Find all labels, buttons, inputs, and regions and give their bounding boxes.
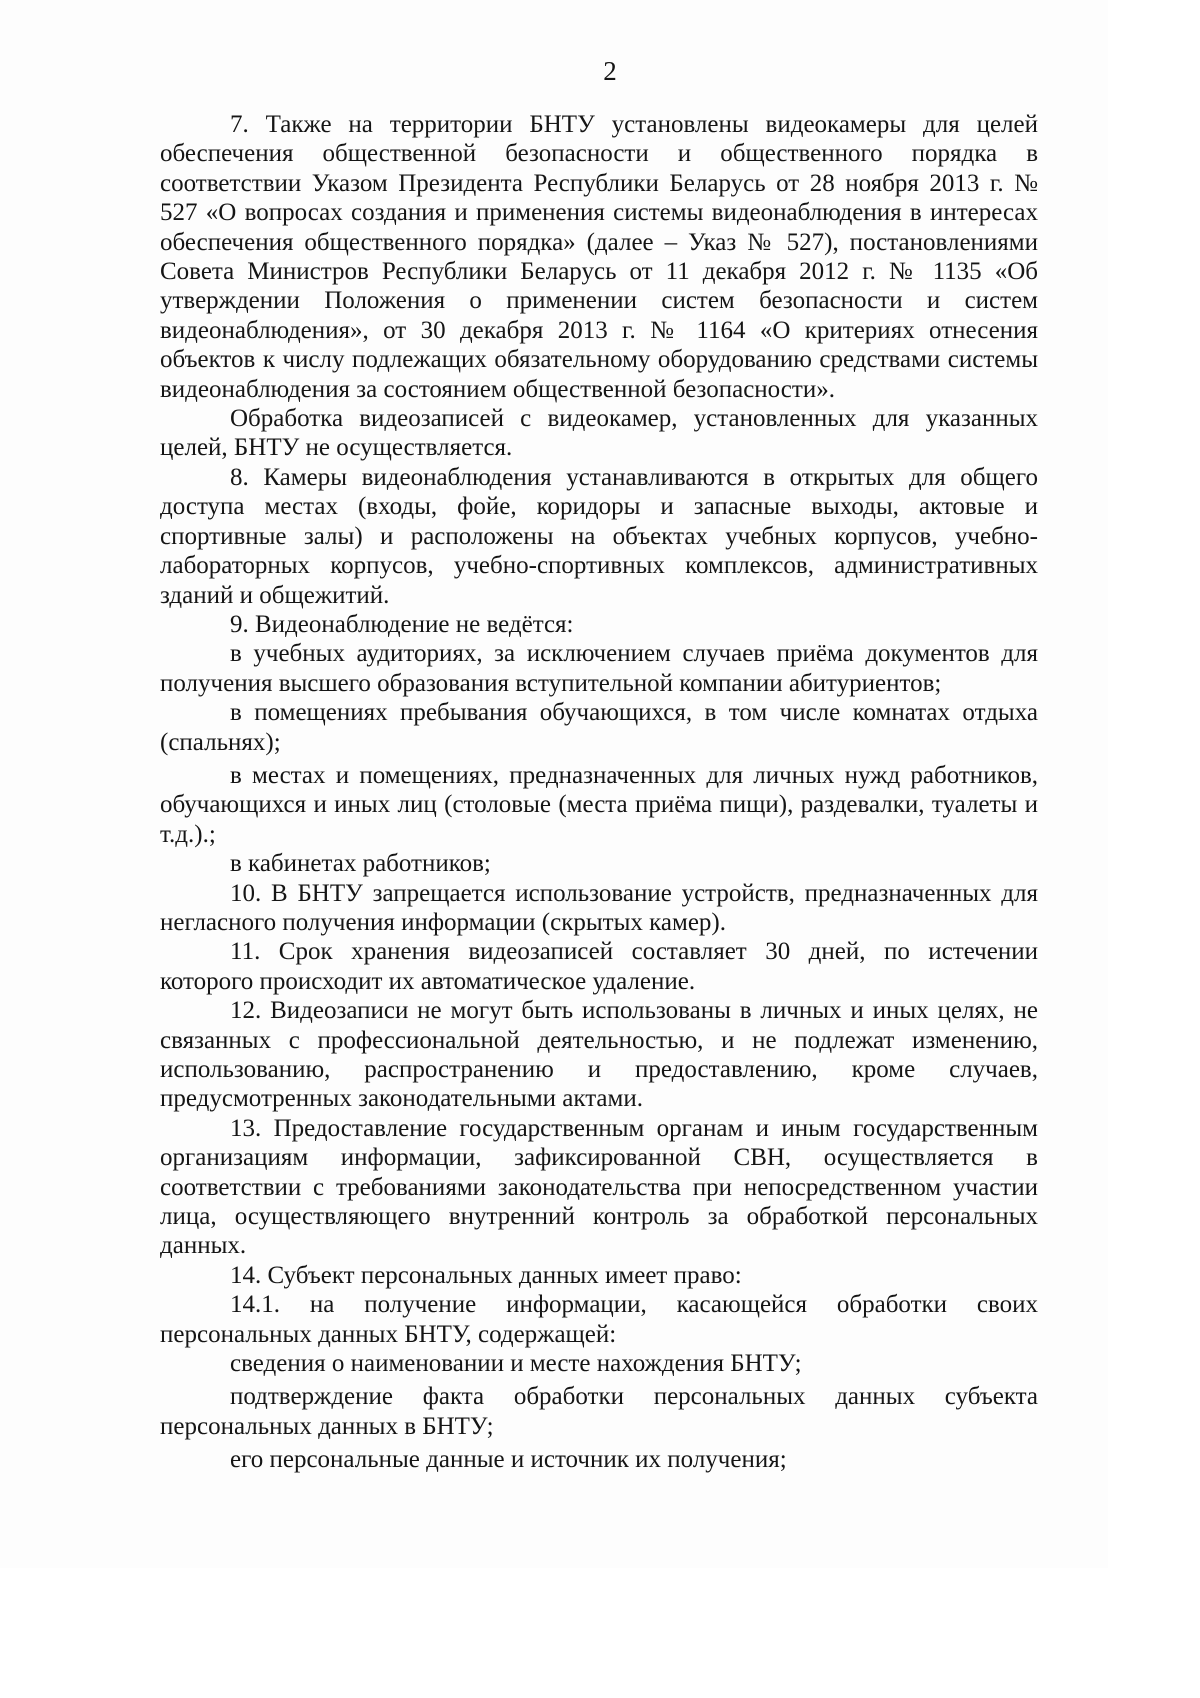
paragraph-7-processing: Обработка видеозаписей с видеокамер, установленных для указанных целей, БНТУ не осуществляется. [160, 405, 1038, 462]
paragraph-9-auditoriums: в учебных аудиториях, за исключением случаев приёма документов для получения высшего образования вступительной компании абитуриентов; [160, 640, 1038, 697]
paragraph-13: 13. Предоставление государственным органам и иным государственным организациям информации, зафиксированной СВН, осуществляется в соответствии с требованиями законодательства при непосредственном участии лица, осуществляющего внутренний контроль за обработкой персональных данных. [160, 1114, 1038, 1260]
paragraph-14-1-processing-confirmation: подтверждение факта обработки персональных данных субъекта персональных данных в БНТУ; [160, 1383, 1038, 1440]
paragraph-12: 12. Видеозаписи не могут быть использованы в личных и иных целях, не связанных с профессиональной деятельностью, и не подлежат изменению, использованию, распространению и предоставлению, кроме случаев, предусмотренных законодательными актами. [160, 997, 1038, 1113]
paragraph-8: 8. Камеры видеонаблюдения устанавливаются в открытых для общего доступа местах (входы, фойе, коридоры и запасные выходы, актовые и спортивные залы) и расположены на объектах учебных корпусов, учебно-лабораторных корпусов, учебно-спортивных комплексов, административных зданий и общежитий. [160, 463, 1038, 609]
document-body [160, 110, 1038, 1475]
paragraph-9: 9. Видеонаблюдение не ведётся: [230, 610, 574, 638]
paragraph-14-1-name-location: сведения о наименовании и месте нахождения БНТУ; [230, 1350, 802, 1378]
paragraph-9-personal-needs-rooms: в местах и помещениях, предназначенных для личных нужд работников, обучающихся и иных лиц (столовые (места приёма пищи), раздевалки, туалеты и т.д.).; [160, 761, 1038, 848]
paragraph-10: 10. В БНТУ запрещается использование устройств, предназначенных для негласного получения информации (скрытых камер). [160, 879, 1038, 936]
paragraph-7: 7. Также на территории БНТУ установлены видеокамеры для целей обеспечения общественной безопасности и общественного порядка в соответствии Указом Президента Республики Беларусь от 28 ноября 2013 г. № 527 «О вопросах создания и применения системы видеонаблюдения в интересах обеспечения общественного порядка» (далее – Указ № 527), постановлениями Совета Министров Республики Беларусь от 11 декабря 2012 г. № 1135 «Об утверждении Положения о применении систем безопасности и систем видеонаблюдения», от 30 декабря 2013 г. № 1164 «О критериях отнесения объектов к числу подлежащих обязательному оборудованию средствами системы видеонаблюдения за состоянием общественной безопасности». [160, 111, 1038, 403]
paragraph-11: 11. Срок хранения видеозаписей составляет 30 дней, по истечении которого происходит их автоматическое удаление. [160, 938, 1038, 995]
paragraph-14-1: 14.1. на получение информации, касающейся обработки своих персональных данных БНТУ, содержащей: [160, 1291, 1038, 1348]
paragraph-14: 14. Субъект персональных данных имеет право: [230, 1261, 742, 1289]
paragraph-9-residence-rooms: в помещениях пребывания обучающихся, в том числе комнатах отдыха (спальнях); [160, 699, 1038, 756]
page-number: 2 [603, 56, 617, 86]
paragraph-9-offices: в кабинетах работников; [230, 850, 491, 878]
paragraph-14-1-data-source: его персональные данные и источник их получения; [230, 1446, 787, 1474]
